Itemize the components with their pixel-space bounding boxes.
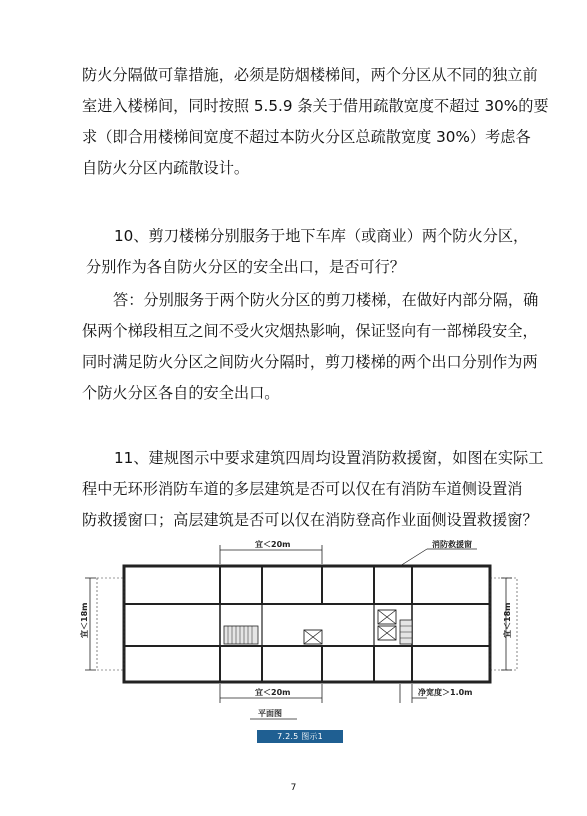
floor-plan-figure <box>82 538 512 748</box>
elevator-right <box>378 610 396 640</box>
bottom-dimension-label: 宜＜20m <box>255 688 291 697</box>
answer-10 <box>82 285 539 409</box>
figure-caption: 7.2.5 图示1 <box>257 730 343 743</box>
stair-left <box>224 626 258 644</box>
paragraph-line: 室进入楼梯间，同时按照 5.5.9 条关于借用疏散宽度不超过 30%的要 <box>82 97 549 115</box>
paragraph-continued <box>82 60 549 184</box>
answer-line: 同时满足防火分区之间防火分隔时，剪刀楼梯的两个出口分别作为两 <box>82 353 538 371</box>
question-line: 防救援窗口；高层建筑是否可以仅在消防登高作业面侧设置救援窗？ <box>82 511 538 529</box>
top-dimension-label: 宜＜20m <box>255 540 291 549</box>
question-10 <box>82 221 529 283</box>
right-dimension-label: 宜＜18m <box>503 602 512 638</box>
plan-label: 平面图 <box>258 709 282 718</box>
answer-line: 保两个梯段相互之间不受火灾烟热影响，保证竖向有一部梯段安全， <box>82 322 538 340</box>
building-outline <box>124 566 490 682</box>
paragraph-line: 防火分隔做可靠措施，必须是防烟楼梯间，两个分区从不同的独立前 <box>82 66 538 84</box>
floor-plan-drawing <box>82 538 512 728</box>
page-number: 7 <box>290 783 297 793</box>
paragraph-line: 自防火分区内疏散设计。 <box>82 159 250 177</box>
left-dimension-label: 宜＜18m <box>80 602 89 638</box>
question-11 <box>82 443 544 536</box>
paragraph-line: 求（即合用楼梯间宽度不超过本防火分区总疏散宽度 30%）考虑各 <box>82 128 531 146</box>
answer-line: 个防火分区各自的安全出口。 <box>82 384 280 402</box>
question-line: 11、建规图示中要求建筑四周均设置消防救援窗，如图在实际工 <box>114 449 544 467</box>
question-line: 分别作为各自防火分区的安全出口，是否可行？ <box>86 258 405 276</box>
answer-line: 答：分别服务于两个防火分区的剪刀楼梯，在做好内部分隔，确 <box>113 291 539 309</box>
stair-right <box>400 620 412 644</box>
question-line: 10、剪刀楼梯分别服务于地下车库（或商业）两个防火分区， <box>114 227 529 245</box>
rescue-window-label: 消防救援窗 <box>432 540 472 549</box>
clear-width-label: 净宽度＞1.0m <box>418 688 473 697</box>
elevator-center <box>304 630 322 644</box>
question-line: 程中无环形消防车道的多层建筑是否可以仅在有消防车道侧设置消 <box>82 480 523 498</box>
